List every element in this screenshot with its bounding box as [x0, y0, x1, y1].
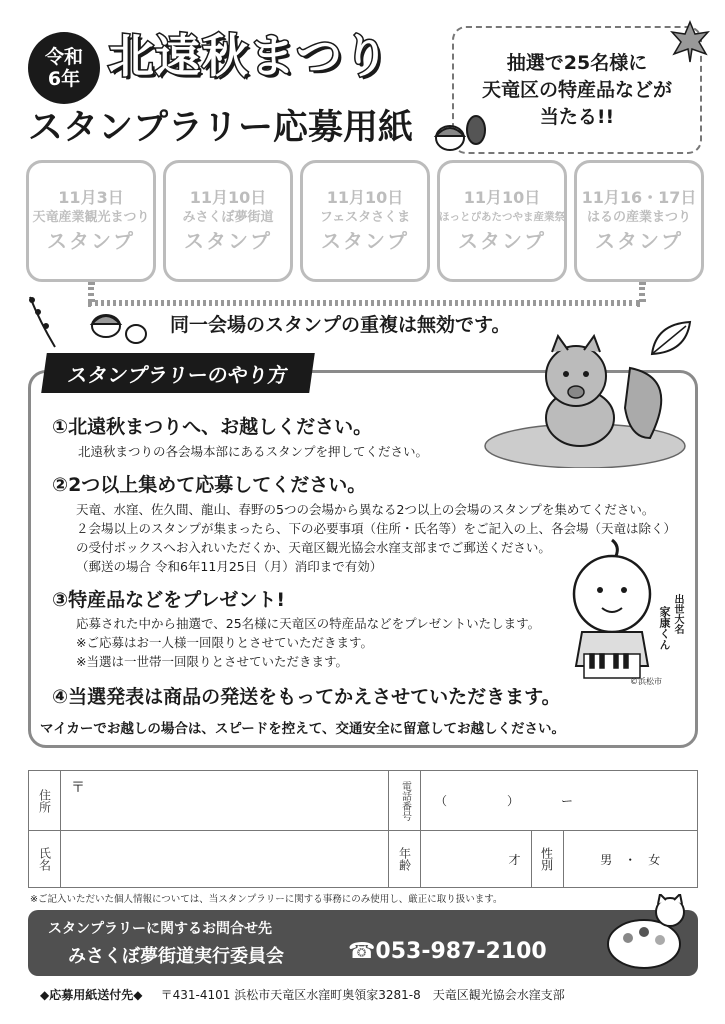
- postal-mark: 〒: [71, 780, 85, 796]
- mascot-title: 出世大名: [672, 594, 683, 634]
- acorn-illustration: [432, 108, 488, 158]
- age-field[interactable]: [421, 831, 531, 887]
- stamp-event: ほっとぴあたつやま産業祭: [439, 210, 565, 223]
- stamp-date: 11月10日: [463, 187, 541, 207]
- privacy-note: ※ご記入いただいた個人情報については、当スタンプラリーに関する事務にのみ使用し、厳正に取り扱います。: [30, 894, 503, 905]
- step4-heading: ④当選発表は商品の発送をもってかえさせていただきます。: [52, 686, 561, 708]
- stamp-date: 11月10日: [326, 187, 404, 207]
- gender-label: 性別: [531, 831, 563, 887]
- prize-callout: [452, 26, 702, 154]
- safety-note: マイカーでお越しの場合は、スピードを控えて、交通安全に留意してお越しください。: [40, 721, 566, 737]
- step2-line4: （郵送の場合 令和6年11月25日（月）消印まで有効）: [76, 559, 383, 574]
- entry-form-table: [28, 770, 698, 888]
- stamp-box-haruno: [574, 160, 704, 282]
- send-to-address: 〒431-4101 浜松市天竜区水窪町奥領家3281-8 天竜区観光協会水窪支部: [160, 988, 565, 1002]
- age-unit: 才: [508, 852, 521, 867]
- howto-title: スタンプラリーのやり方: [41, 353, 315, 393]
- palette-cat-illustration: [604, 894, 692, 974]
- page-subtitle: スタンプラリー応募用紙: [28, 108, 414, 148]
- badge-year: 6年: [47, 68, 81, 90]
- contact-phone: ☎053-987-2100: [348, 939, 547, 964]
- stamp-label: スタンプ: [47, 228, 135, 253]
- phone-field[interactable]: [421, 771, 698, 831]
- prize-line-1: 抽選で25名様に: [506, 51, 648, 74]
- stamp-event: はるの産業まつり: [586, 209, 691, 225]
- ieyasu-mascot-illustration: [562, 536, 662, 686]
- age-gender-cell: [421, 831, 698, 888]
- step3-line2: ※ご応募はお一人様一回限りとさせていただきます。: [76, 635, 373, 650]
- gender-field[interactable]: [563, 831, 697, 887]
- maple-leaf-icon: [668, 20, 712, 64]
- stamp-box-tatsuyama: [437, 160, 567, 282]
- contact-org: みさくぼ夢街道実行委員会: [68, 946, 284, 967]
- stamp-date: 11月16・17日: [581, 187, 697, 207]
- phone-format: （ ） ー: [435, 794, 574, 808]
- stamp-box-sakuma: [300, 160, 430, 282]
- send-to-label: ◆応募用紙送付先◆: [40, 988, 143, 1002]
- stamp-label: スタンプ: [321, 228, 409, 253]
- prize-line-2: 天竜区の特産品などが: [481, 78, 672, 101]
- step3-line3: ※当選は一世帯一回限りとさせていただきます。: [76, 654, 348, 669]
- step2-line2: ２会場以上のスタンプが集まったら、下の必要事項（住所・氏名等）をご記入の上、各会場（天竜は除く）: [76, 521, 677, 536]
- step2-heading: ②2つ以上集めて応募してください。: [52, 474, 367, 496]
- duplicate-note: 同一会場のスタンプの重複は無効です。: [170, 314, 511, 336]
- step3-line1: 応募された中から抽選で、25名様に天竜区の特産品などをプレゼントいたします。: [76, 616, 541, 631]
- address-field[interactable]: [61, 771, 389, 831]
- stamp-event: フェスタさくま: [319, 209, 411, 225]
- badge-era: 令和: [44, 46, 83, 68]
- reiwa-badge: [28, 32, 100, 104]
- age-label: 年齢: [389, 831, 421, 888]
- step3-heading: ③特産品などをプレゼント!: [52, 589, 285, 611]
- stamp-box-misakubo: [163, 160, 293, 282]
- stamp-date: 11月3日: [58, 187, 124, 207]
- bracket-right: [639, 282, 645, 302]
- phone-label: 電話番号: [389, 771, 421, 831]
- gender-options: 男 ・ 女: [600, 852, 661, 867]
- stamp-label: スタンプ: [458, 228, 546, 253]
- bracket-bottom: [88, 300, 640, 306]
- name-field[interactable]: [61, 831, 389, 888]
- contact-box: [28, 910, 698, 976]
- contact-heading: スタンプラリーに関するお問合せ先: [48, 921, 272, 937]
- step1-text: 北遠秋まつりの各会場本部にあるスタンプを押してください。: [78, 444, 429, 459]
- page-title: 北遠秋まつり: [108, 29, 390, 83]
- address-label: 住所: [29, 771, 61, 831]
- stamp-date: 11月10日: [189, 187, 267, 207]
- step2-line1: 天竜、水窪、佐久間、龍山、春野の5つの会場から異なる2つ以上の会場のスタンプを集めてください。: [76, 502, 655, 517]
- mascot-credit: ©浜松市: [630, 677, 662, 686]
- stamp-event: 天竜産業観光まつり: [32, 209, 150, 225]
- stamp-label: スタンプ: [184, 228, 272, 253]
- step1-heading: ①北遠秋まつりへ、お越しください。: [52, 416, 373, 438]
- step2-line3: の受付ボックスへお入れいただくか、天竜区観光協会水窪支部までご郵送ください。: [76, 540, 551, 555]
- stamp-event: みさくぼ夢街道: [182, 209, 274, 225]
- acorn-branch-illustration: [20, 292, 150, 352]
- prize-line-3: 当たる!!: [539, 105, 615, 128]
- stamp-label: スタンプ: [595, 228, 683, 253]
- stamp-box-tenryu: [26, 160, 156, 282]
- mascot-name: 家康くん: [658, 606, 671, 650]
- send-to: [40, 986, 565, 1003]
- squirrel-illustration: [480, 328, 690, 468]
- name-label: 氏名: [29, 831, 61, 888]
